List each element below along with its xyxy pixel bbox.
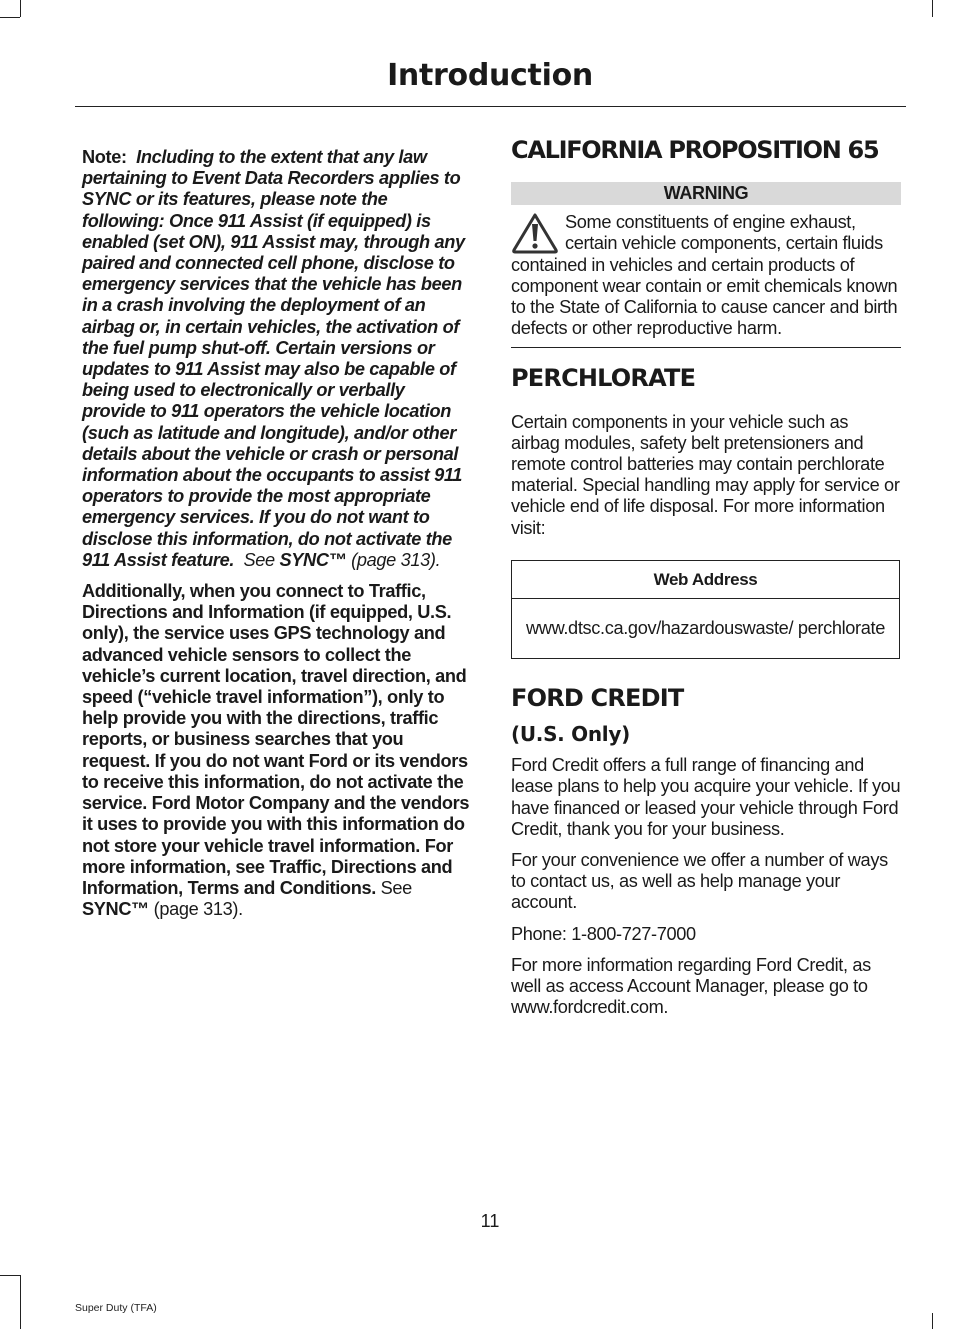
note-label: Note:	[82, 147, 127, 167]
warning-bar: WARNING	[511, 182, 901, 205]
traffic-see: See	[380, 877, 412, 898]
traffic-ref-link[interactable]: SYNC™	[82, 899, 149, 920]
left-column	[82, 147, 472, 930]
note-page-ref: (page 313).	[351, 549, 441, 570]
title-rule	[75, 106, 906, 107]
note-ref-link[interactable]: SYNC™	[279, 549, 347, 570]
note-paragraph	[82, 147, 472, 571]
footer-label: Super Duty (TFA)	[75, 1302, 157, 1314]
perchlorate-text: Certain components in your vehicle such as airbag modules, safety belt pretensioners and remote control batteries may contain perchlorate material. Special handling may apply for service or vehicle end of life disposal. For more information visit:	[511, 411, 900, 538]
crop-mark	[20, 0, 21, 17]
note-text: Including to the extent that any law pertaining to Event Data Recorders applies to SYNC or its features, please note the following: Once 911 Assist (if equipped) is enabled (set ON), 911 Assist may, through any paired and connected cell phone, disclose to emergency services that the vehicle has been in a crash involving the deployment of an airbag or, in certain vehicles, the activation of the fuel pump shut-off. Certain versions or updates to 911 Assist may also be capable of being used to electronically or verbally provide to 911 operators the vehicle location (such as latitude and longitude), and/or other details about the vehicle or crash or personal information about the occupants to assist 911 operators to provide the most appropriate emergency services. If you do not want to disclose this information, do not activate the 911 Assist feature.	[82, 147, 465, 570]
web-address-header: Web Address	[512, 560, 900, 598]
warning-rule	[511, 347, 901, 348]
ford-credit-para-2: For your convenience we offer a number of ways to contact us, as well as help manage your account.	[511, 850, 888, 913]
note-see: See	[243, 549, 275, 570]
right-column	[511, 136, 901, 1028]
traffic-paragraph	[82, 581, 472, 920]
perchlorate-heading: PERCHLORATE	[511, 364, 696, 393]
ford-credit-heading: FORD CREDIT	[511, 683, 684, 712]
crop-mark	[0, 1275, 20, 1276]
crop-mark	[0, 17, 20, 18]
ford-credit-para-3: For more information regarding Ford Credit, as well as access Account Manager, please go to www.fordcredit.com.	[511, 954, 871, 1018]
ford-credit-phone: Phone: 1-800-727-7000	[511, 923, 696, 944]
web-address-table	[511, 560, 900, 659]
web-address-link[interactable]: www.dtsc.ca.gov/hazardouswaste/ perchlorate	[512, 598, 900, 658]
ca-prop65-heading: CALIFORNIA PROPOSITION 65	[511, 136, 879, 164]
traffic-page-ref: (page 313).	[153, 899, 243, 920]
us-only-heading: (U.S. Only)	[511, 722, 630, 747]
warning-box	[511, 205, 901, 347]
crop-mark	[932, 0, 933, 17]
page-number: 11	[480, 1211, 500, 1231]
crop-mark	[932, 1313, 933, 1329]
crop-mark	[20, 1275, 21, 1329]
ford-credit-para-1: Ford Credit offers a full range of financing and lease plans to help you acquire your vehicle. If you have financed or leased your vehicle through Ford Credit, thank you for your business.	[511, 755, 901, 839]
warning-triangle-icon	[511, 212, 559, 254]
page-title: Introduction	[387, 58, 593, 93]
warning-text: Some constituents of engine exhaust, certain vehicle components, certain fluids contained in vehicles and certain products of component wear contain or emit chemicals known to the State of California to cause cancer and birth defects or other reproductive harm.	[511, 212, 898, 339]
traffic-text: Additionally, when you connect to Traffic, Directions and Information (if equipped, U.S. only), the service uses GPS technology and advanced vehicle sensors to collect the vehicle’s current location, travel direction, and speed (“vehicle travel information”), only to help provide you with the directions, traffic reports, or business searches that you request. If you do not want Ford or its vendors to receive this information, do not activate the service. Ford Motor Company and the vendors it uses to provide you with this information do not store your vehicle travel information. For more information, see Traffic, Directions and Information, Terms and Conditions.	[82, 581, 470, 898]
